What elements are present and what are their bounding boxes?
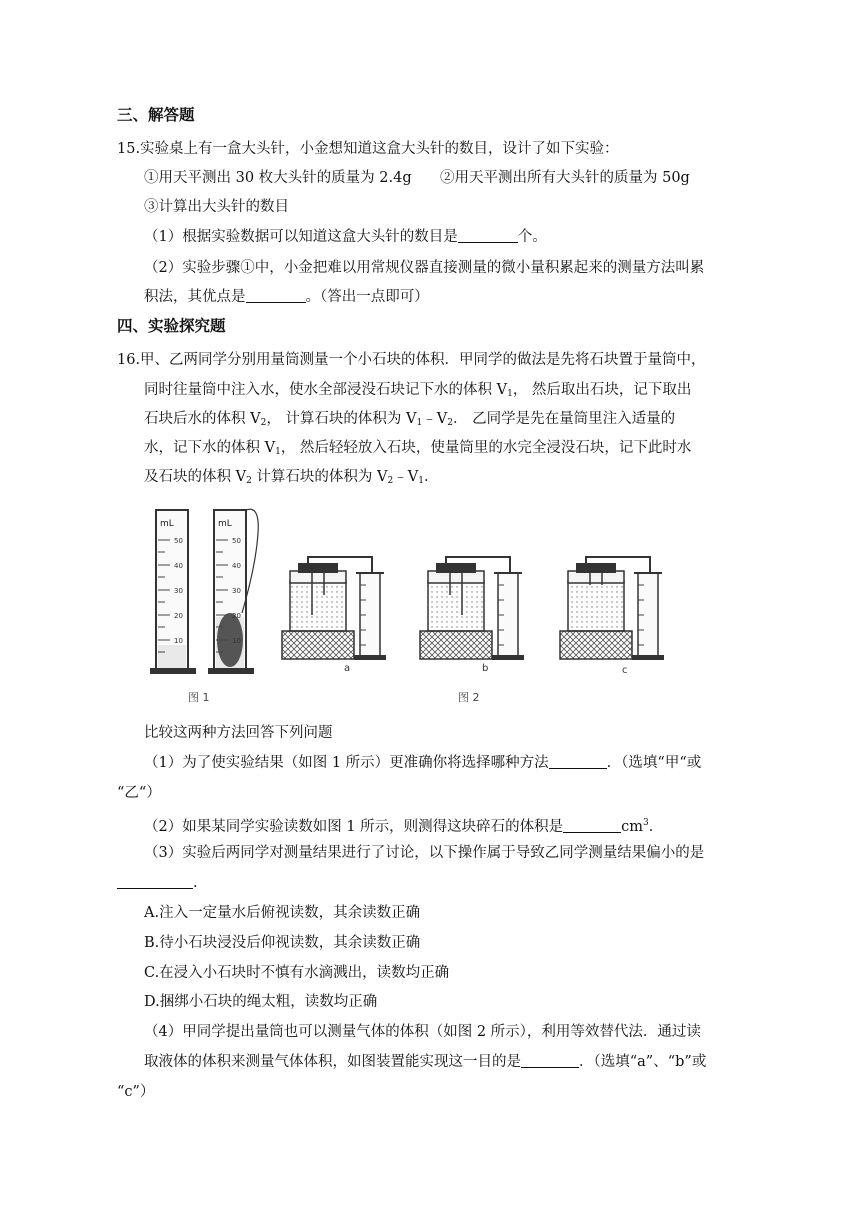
figure-1-caption: 图 1 — [188, 691, 210, 704]
unit: cm — [621, 819, 644, 835]
tick-label: 10 — [174, 637, 183, 645]
question-16-line-4 — [144, 438, 691, 462]
q16-subquestion-1-cont: “乙“） — [117, 785, 161, 801]
section-heading: 四、实验探究题 — [117, 317, 226, 335]
q16-text: ． — [423, 469, 439, 485]
answer-blank[interactable] — [246, 288, 306, 303]
q16-sub4-text: 取液体的体积来测量气体体积，如图装置能实现这一目的是 — [144, 1054, 521, 1070]
q16-text: 水，记下水的体积 V — [144, 440, 276, 456]
q16-text: 及石块的体积 V — [144, 469, 247, 485]
apparatus-label-b: b — [482, 663, 489, 674]
q16-text: ， 然后取出石块，记下取出 — [512, 382, 692, 398]
q16-text: 石块后水的体积 V — [144, 411, 261, 427]
option-d: D.捆绑小石块的绳太粗，读数均正确 — [144, 994, 378, 1010]
q15-step-1: ①用天平测出 30 枚大头针的质量为 2.4g — [144, 170, 412, 186]
q16-sub1-text: （1）为了使实验结果（如图 1 所示）更准确你将选择哪种方法 — [144, 755, 549, 771]
graduated-cylinder-1 — [150, 510, 196, 674]
tick-label: 30 — [174, 587, 183, 595]
apparatus-b — [420, 557, 524, 674]
subscript: 2 — [387, 476, 394, 486]
q15-sub1-suffix: 个。 — [517, 229, 547, 245]
subscript: 2 — [260, 418, 267, 428]
question-16-line-1: 16.甲、乙两同学分别用量筒测量一个小石块的体积．甲同学的做法是先将石块置于量筒中， — [117, 352, 706, 368]
apparatus-label-a: a — [344, 663, 351, 674]
answer-blank[interactable] — [521, 1053, 579, 1068]
tick-label: 10 — [232, 637, 241, 645]
subscript: 1 — [507, 389, 513, 399]
tick-label: 50 — [174, 537, 183, 545]
q16-subquestion-3-cont — [117, 873, 198, 893]
tick-label: 30 — [232, 587, 241, 595]
q15-subquestion-2: （2）实验步骤①中，小金把难以用常规仪器直接测量的微小量积累起来的测量方法叫累 — [144, 260, 705, 276]
question-16-line-3 — [144, 409, 675, 433]
section-heading: 三、解答题 — [117, 106, 195, 124]
apparatus-c — [560, 557, 664, 676]
tick-label: 40 — [174, 562, 183, 570]
subscript: 2 — [246, 476, 252, 486]
option-c: C.在浸入小石块时不慎有水滴溅出，读数均正确 — [144, 965, 450, 981]
cylinder-unit-label: mL — [160, 519, 174, 529]
answer-blank[interactable] — [549, 754, 607, 769]
tick-label: 40 — [232, 562, 241, 570]
tick-label: 20 — [232, 612, 241, 620]
tick-label: 50 — [232, 537, 241, 545]
q15-subquestion-2-cont — [144, 287, 429, 307]
q16-sub2-text: （2）如果某同学实验读数如图 1 所示，则测得这块碎石的体积是 — [144, 819, 564, 835]
q15-sub1-text: （1）根据实验数据可以知道这盒大头针的数目是 — [144, 229, 458, 245]
figure-2-caption: 图 2 — [458, 691, 480, 704]
option-a: A.注入一定量水后俯视读数，其余读数正确 — [144, 905, 421, 921]
answer-blank[interactable] — [563, 818, 621, 833]
q16-subquestion-1 — [144, 753, 701, 773]
subscript: 2 — [447, 418, 453, 428]
answer-blank[interactable] — [117, 874, 193, 889]
q16-sub1-suffix: ．（选填“甲“或 — [606, 755, 702, 771]
answer-blank[interactable] — [458, 228, 518, 243]
graduated-cylinder-2 — [208, 509, 258, 674]
apparatus-illustration — [150, 505, 690, 710]
superscript: 3 — [643, 818, 649, 828]
compare-prompt: 比较这两种方法回答下列问题 — [144, 725, 333, 741]
subscript: 1 — [275, 447, 281, 457]
q15-step-2: ②用天平测出所有大头针的质量为 50g — [440, 170, 690, 186]
q16-sub3-suffix: . — [193, 875, 198, 891]
q15-step-3: ③计算出大头针的数目 — [144, 199, 289, 215]
q15-sub2-suffix: 。（答出一点即可） — [305, 289, 429, 305]
q16-text: ， 计算石块的体积为 V — [266, 411, 417, 427]
q16-subquestion-2 — [144, 813, 663, 837]
q16-subquestion-4-cont2: “c”） — [117, 1084, 155, 1100]
apparatus-label-c: c — [622, 665, 628, 676]
q16-text: ， 然后轻轻放入石块，使量筒里的水完全浸没石块，记下此时水 — [280, 440, 692, 456]
q16-sub2-suffix: ． — [648, 819, 664, 835]
q15-sub2-text: 积法，其优点是 — [144, 289, 246, 305]
apparatus-a — [282, 557, 386, 674]
question-16-line-2 — [144, 380, 691, 404]
question-16-line-5 — [144, 467, 438, 491]
q16-text: 同时往量筒中注入水，使水全部浸没石块记下水的体积 V — [144, 382, 508, 398]
subscript: 1 — [416, 418, 423, 428]
tick-label: 20 — [174, 612, 183, 620]
experiment-figure — [150, 505, 690, 710]
option-b: B.待小石块浸没后仰视读数，其余读数正确 — [144, 935, 421, 951]
q16-subquestion-4: （4）甲同学提出量筒也可以测量气体的体积（如图 2 所示），利用等效替代法．通过读 — [144, 1024, 701, 1040]
question-15-stem: 15.实验桌上有一盒大头针，小金想知道这盒大头针的数目，设计了如下实验： — [117, 141, 619, 157]
q15-subquestion-1 — [144, 227, 547, 247]
q16-text: ． 乙同学是先在量筒里注入适量的 — [452, 411, 676, 427]
q16-subquestion-4-cont — [144, 1052, 706, 1072]
q16-text: ﹣V — [393, 469, 419, 485]
q16-subquestion-3: （3）实验后两同学对测量结果进行了讨论，以下操作属于导致乙同学测量结果偏小的是 — [144, 845, 705, 861]
q16-text: ﹣V — [422, 411, 448, 427]
q16-text: 计算石块的体积为 V — [251, 469, 388, 485]
q16-sub4-suffix: ．（选填“a”、“b”或 — [579, 1054, 707, 1070]
cylinder-unit-label: mL — [218, 519, 232, 529]
subscript: 1 — [418, 476, 424, 486]
